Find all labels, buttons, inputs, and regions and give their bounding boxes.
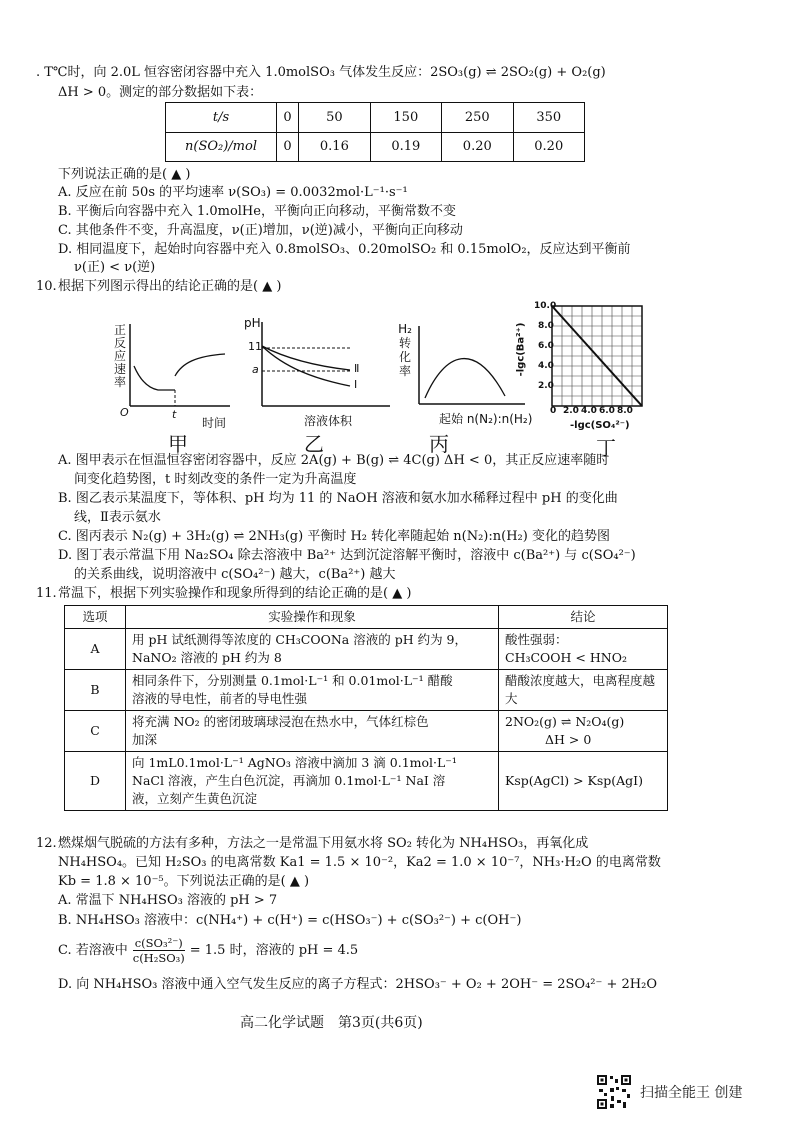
graph-ding-ytick: 8.0 <box>538 321 554 331</box>
table-cell: 0.20 <box>442 132 513 162</box>
table-cell: 0 <box>277 132 299 162</box>
q12-stem-line1: 燃煤烟气脱硫的方法有多种，方法之一是常温下用氨水将 SO₂ 转化为 NH₄HSO₃，再氧化成 <box>58 836 589 851</box>
q10-stem: 根据下列图示得出的结论正确的是( ▲ ) <box>58 279 282 294</box>
page-footer: 高二化学试题 第3页(共6页) <box>240 1015 423 1031</box>
graph-ding-xtick: 8.0 <box>617 406 633 416</box>
q9-stem-line2: ΔH > 0。测定的部分数据如下表： <box>58 85 263 100</box>
graph-ding-ylabel: -lgc(Ba²⁺) <box>515 322 527 377</box>
q9-stem-line1: . T℃时，向 2.0L 恒容密闭容器中充入 1.0molSO₃ 气体发生反应：2SO₃(g) ⇌ 2SO₂(g) + O₂(g) <box>36 65 606 80</box>
table-cell-conclusion: 醋酸浓度越大，电离程度越 大 <box>499 670 668 711</box>
graph-yi-tick-11: 11 <box>248 340 262 353</box>
q12-stem-line3: Kb = 1.8 × 10⁻⁵。下列说法正确的是( ▲ ) <box>58 874 310 889</box>
q12-option-c-suffix: = 1.5 时，溶液的 pH = 4.5 <box>189 942 359 958</box>
graph-ding-xtick: 0 <box>550 406 557 416</box>
table-row <box>166 103 585 133</box>
graph-bing-curve <box>425 359 505 398</box>
q9-data-table <box>165 102 585 162</box>
table-cell-option: C <box>65 711 126 752</box>
q10-option-a-line1: A. 图甲表示在恒温恒容密闭容器中，反应 2A(g) + B(g) ⇌ 4C(g) ΔH < 0，其正反应速率随时 <box>58 453 610 468</box>
q10-option-c: C. 图丙表示 N₂(g) + 3H₂(g) ⇌ 2NH₃(g) 平衡时 H₂ 转化率随起始 n(N₂):n(H₂) 变化的趋势图 <box>58 529 610 544</box>
table-cell: 150 <box>370 103 441 133</box>
q10-option-d-line2: 的关系曲线，说明溶液中 c(SO₄²⁻) 越大，c(Ba²⁺) 越大 <box>74 567 396 582</box>
graph-jia-curve-after <box>175 354 225 376</box>
graph-yi-label-ii: Ⅱ <box>354 362 360 375</box>
q10-number: 10. <box>36 279 57 294</box>
q9-ask: 下列说法正确的是( ▲ ) <box>58 167 191 182</box>
fraction-denominator: c(H₂SO₃) <box>132 951 185 965</box>
graph-bing-xlabel: 起始 n(N₂):n(H₂) <box>439 412 533 426</box>
table-cell-operation: 向 1mL0.1mol·L⁻¹ AgNO₃ 溶液中滴加 3 滴 0.1mol·L⁻¹ NaCl 溶液，产生白色沉淀，再滴加 0.1mol·L⁻¹ NaI 溶 液，立刻产生黄色沉淀 <box>126 752 499 811</box>
table-cell: 0.20 <box>513 132 585 162</box>
table-row <box>65 670 668 711</box>
table-cell-option: A <box>65 629 126 670</box>
table-cell-conclusion: 酸性强弱： CH₃COOH < HNO₂ <box>499 629 668 670</box>
graph-yi-xlabel: 溶液体积 <box>304 414 353 428</box>
graph-jia-t-tick: t <box>172 408 177 421</box>
graph-ding-xlabel: -lgc(SO₄²⁻) <box>570 420 630 431</box>
q9-option-b: B. 平衡后向容器中充入 1.0molHe，平衡向正向移动，平衡常数不变 <box>58 204 456 219</box>
graph-yi-svg <box>240 316 400 426</box>
scanner-watermark <box>596 1074 742 1110</box>
watermark-text: 扫描全能王 创建 <box>640 1085 743 1101</box>
table-cell-operation: 用 pH 试纸测得等浓度的 CH₃COONa 溶液的 pH 约为 9， NaNO₂ 溶液的 pH 约为 8 <box>126 629 499 670</box>
graph-ding-ytick: 2.0 <box>538 381 554 391</box>
table-cell: t/s <box>166 103 277 133</box>
graph-ding-ytick: 10.0 <box>534 301 557 311</box>
graph-jia-ylabel: 正 反 应 速 率 <box>114 323 127 389</box>
graph-jia-origin: O <box>120 406 129 419</box>
table-cell-option: B <box>65 670 126 711</box>
q12-stem-line2: NH₄HSO₄。已知 H₂SO₃ 的电离常数 Ka1 = 1.5 × 10⁻²，Ka2 = 1.0 × 10⁻⁷，NH₃·H₂O 的电离常数 <box>58 855 661 870</box>
table-cell-operation: 相同条件下，分别测量 0.1mol·L⁻¹ 和 0.01mol·L⁻¹ 醋酸 溶液的导电性，前者的导电性强 <box>126 670 499 711</box>
q11-experiment-table <box>64 605 668 811</box>
table-row <box>65 752 668 811</box>
q9-option-d-line2: ν(正) < ν(逆) <box>74 260 156 275</box>
table-cell: 0.19 <box>370 132 441 162</box>
graph-ding-xtick: 2.0 <box>563 406 579 416</box>
graph-bing-svg <box>395 322 535 422</box>
graph-ding-xtick: 6.0 <box>599 406 615 416</box>
table-header-cell: 结论 <box>499 606 668 629</box>
q11-number: 11. <box>36 586 57 601</box>
q12-option-a: A. 常温下 NH₄HSO₃ 溶液的 pH > 7 <box>58 893 278 908</box>
graph-yi-label-i: Ⅰ <box>354 378 358 391</box>
table-header-cell: 选项 <box>65 606 126 629</box>
q10-option-b-line1: B. 图乙表示某温度下，等体积、pH 均为 11 的 NaOH 溶液和氨水加水稀释过程中 pH 的变化曲 <box>58 491 618 506</box>
graph-ding-ytick: 4.0 <box>538 361 554 371</box>
q12-option-d: D. 向 NH₄HSO₃ 溶液中通入空气发生反应的离子方程式：2HSO₃⁻ + O₂ + 2OH⁻ = 2SO₄²⁻ + 2H₂O <box>58 977 657 992</box>
q10-option-b-line2: 线，Ⅱ表示氨水 <box>74 510 161 525</box>
q10-option-a-line2: 间变化趋势图，t 时刻改变的条件一定为升高温度 <box>74 472 357 487</box>
q9-option-a: A. 反应在前 50s 的平均速率 ν(SO₃) = 0.0032mol·L⁻¹·s⁻¹ <box>58 185 408 200</box>
q11-stem: 常温下，根据下列实验操作和现象所得到的结论正确的是( ▲ ) <box>58 586 412 601</box>
table-header-row <box>65 606 668 629</box>
graph-jia-curve-before <box>134 366 175 390</box>
graph-bing-ylabel: H₂ 转 化 率 <box>398 322 412 378</box>
graph-yi-line-ii <box>262 346 350 370</box>
q10-option-d-line1: D. 图丁表示常温下用 Na₂SO₄ 除去溶液中 Ba²⁺ 达到沉淀溶解平衡时，溶液中 c(Ba²⁺) 与 c(SO₄²⁻) <box>58 548 636 563</box>
graph-bing-name: 丙 <box>429 432 449 456</box>
graph-jia-xlabel: 时间 <box>202 416 227 430</box>
qr-code-icon <box>596 1074 632 1110</box>
table-cell: 0 <box>277 103 299 133</box>
graph-yi-ylabel: pH <box>244 316 261 330</box>
q12-option-c <box>58 936 358 965</box>
graph-yi-tick-a: a <box>252 363 259 376</box>
q12-number: 12. <box>36 836 57 851</box>
table-cell-operation: 将充满 NO₂ 的密闭玻璃球浸泡在热水中，气体红棕色 加深 <box>126 711 499 752</box>
graph-ding-xtick: 4.0 <box>581 406 597 416</box>
table-header-cell: 实验操作和现象 <box>126 606 499 629</box>
table-row <box>166 132 585 162</box>
graph-jia-name: 甲 <box>168 432 188 456</box>
graph-ding-svg <box>516 298 656 418</box>
table-cell-conclusion: 2NO₂(g) ⇌ N₂O₄(g) ΔH > 0 <box>499 711 668 752</box>
q9-option-c: C. 其他条件不变，升高温度，ν(正)增加，ν(逆)减小，平衡向正向移动 <box>58 223 463 238</box>
table-row <box>65 629 668 670</box>
graph-ding-ytick: 6.0 <box>538 341 554 351</box>
table-cell: 50 <box>299 103 370 133</box>
table-cell-option: D <box>65 752 126 811</box>
graph-yi-name: 乙 <box>304 432 324 456</box>
table-cell: 0.16 <box>299 132 370 162</box>
table-cell-conclusion: Ksp(AgCl) > Ksp(AgI) <box>499 752 668 811</box>
q12-option-b: B. NH₄HSO₃ 溶液中：c(NH₄⁺) + c(H⁺) = c(HSO₃⁻) + c(SO₃²⁻) + c(OH⁻) <box>58 913 522 928</box>
fraction-numerator: c(SO₃²⁻) <box>134 936 183 950</box>
graph-ding-name: 丁 <box>596 436 616 460</box>
table-cell: 250 <box>442 103 513 133</box>
q12-option-c-fraction <box>131 936 187 965</box>
q9-option-d-line1: D. 相同温度下，起始时向容器中充入 0.8molSO₃、0.20molSO₂ 和 0.15molO₂，反应达到平衡前 <box>58 242 631 257</box>
q12-option-c-prefix: C. 若溶液中 <box>58 942 128 958</box>
table-cell: n(SO₂)/mol <box>166 132 277 162</box>
table-cell: 350 <box>513 103 585 133</box>
table-row <box>65 711 668 752</box>
